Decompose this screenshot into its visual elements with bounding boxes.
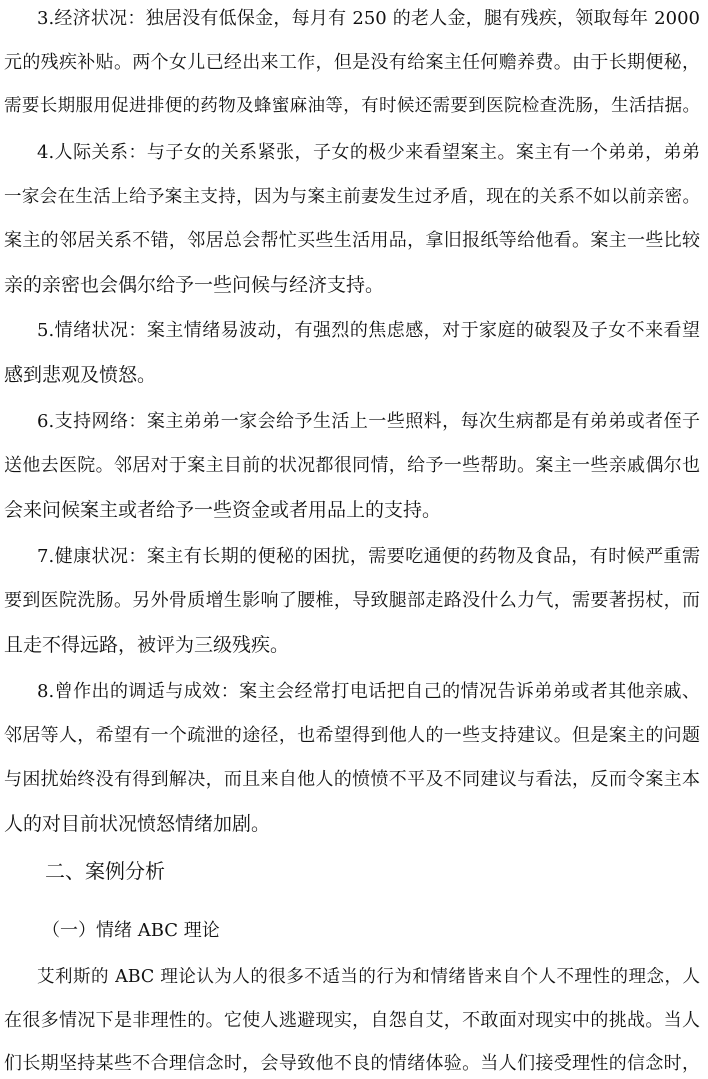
para-7-line-3: 且走不得远路，被评为三级残疾。 xyxy=(4,634,290,656)
final-para-line-1: 艾利斯的 ABC 理论认为人的很多不适当的行为和情绪皆来自个人不理性的理念，人 xyxy=(37,967,700,987)
para-5-line-1: 5.情绪状况：案主情绪易波动，有强烈的焦虑感，对于家庭的破裂及子女不来看望 xyxy=(37,320,700,341)
para-3-line-3: 需要长期服用促进排便的药物及蜂蜜麻油等，有时候还需要到医院检查洗肠，生活拮据。 xyxy=(4,96,700,116)
subsection-heading: （一）情绪 ABC 理论 xyxy=(42,920,220,941)
para-3-line-2: 元的残疾补贴。两个女儿已经出来工作，但是没有给案主任何赡养费。由于长期便秘， xyxy=(4,52,700,73)
para-6-line-3: 会来问候案主或者给予一些资金或者用品上的支持。 xyxy=(4,499,442,521)
para-4-line-1: 4.人际关系：与子女的关系紧张，子女的极少来看望案主。案主有一个弟弟，弟弟 xyxy=(37,142,700,163)
para-4-line-4: 亲的亲密也会偶尔给予一些问候与经济支持。 xyxy=(4,274,385,296)
para-8-line-2: 邻居等人，希望有一个疏泄的途径，也希望得到他人的一些支持建议。但是案主的问题 xyxy=(4,725,700,746)
para-6-line-1: 6.支持网络：案主弟弟一家会给予生活上一些照料，每次生病都是有弟弟或者侄子 xyxy=(37,411,700,432)
section-heading: 二、案例分析 xyxy=(45,859,165,883)
para-4-line-2: 一家会在生活上给予案主支持，因为与案主前妻发生过矛盾，现在的关系不如以前亲密。 xyxy=(4,187,700,207)
para-5-line-2: 感到悲观及愤怒。 xyxy=(4,364,157,386)
para-7-line-1: 7.健康状况：案主有长期的便秘的困扰，需要吃通便的药物及食品，有时候严重需 xyxy=(37,546,700,567)
para-4-line-3: 案主的邻居关系不错，邻居总会帮忙买些生活用品，拿旧报纸等给他看。案主一些比较 xyxy=(4,230,700,251)
para-8-line-3: 与困扰始终没有得到解决，而且来自他人的愤愤不平及不同建议与看法，反而令案主本 xyxy=(4,769,700,790)
para-6-line-2: 送他去医院。邻居对于案主目前的状况都很同情，给予一些帮助。案主一些亲戚偶尔也 xyxy=(4,455,700,476)
final-para-line-2: 在很多情况下是非理性的。它使人逃避现实，自怨自艾，不敢面对现实中的挑战。当人 xyxy=(4,1010,700,1031)
para-8-line-1: 8.曾作出的调适与成效：案主会经常打电话把自己的情况告诉弟弟或者其他亲戚、 xyxy=(37,681,700,702)
para-8-line-4: 人的对目前状况愤怒情绪加剧。 xyxy=(4,813,271,835)
final-para-line-3: 们长期坚持某些不合理信念时，会导致他不良的情绪体验。当人们接受理性的信念时， xyxy=(4,1053,700,1074)
para-7-line-2: 要到医院洗肠。另外骨质增生影响了腰椎，导致腿部走路没什么力气，需要著拐杖，而 xyxy=(4,590,700,611)
para-3-line-1: 3.经济状况：独居没有低保金，每月有 250 的老人金，腿有残疾，领取每年 2000 xyxy=(37,8,700,29)
